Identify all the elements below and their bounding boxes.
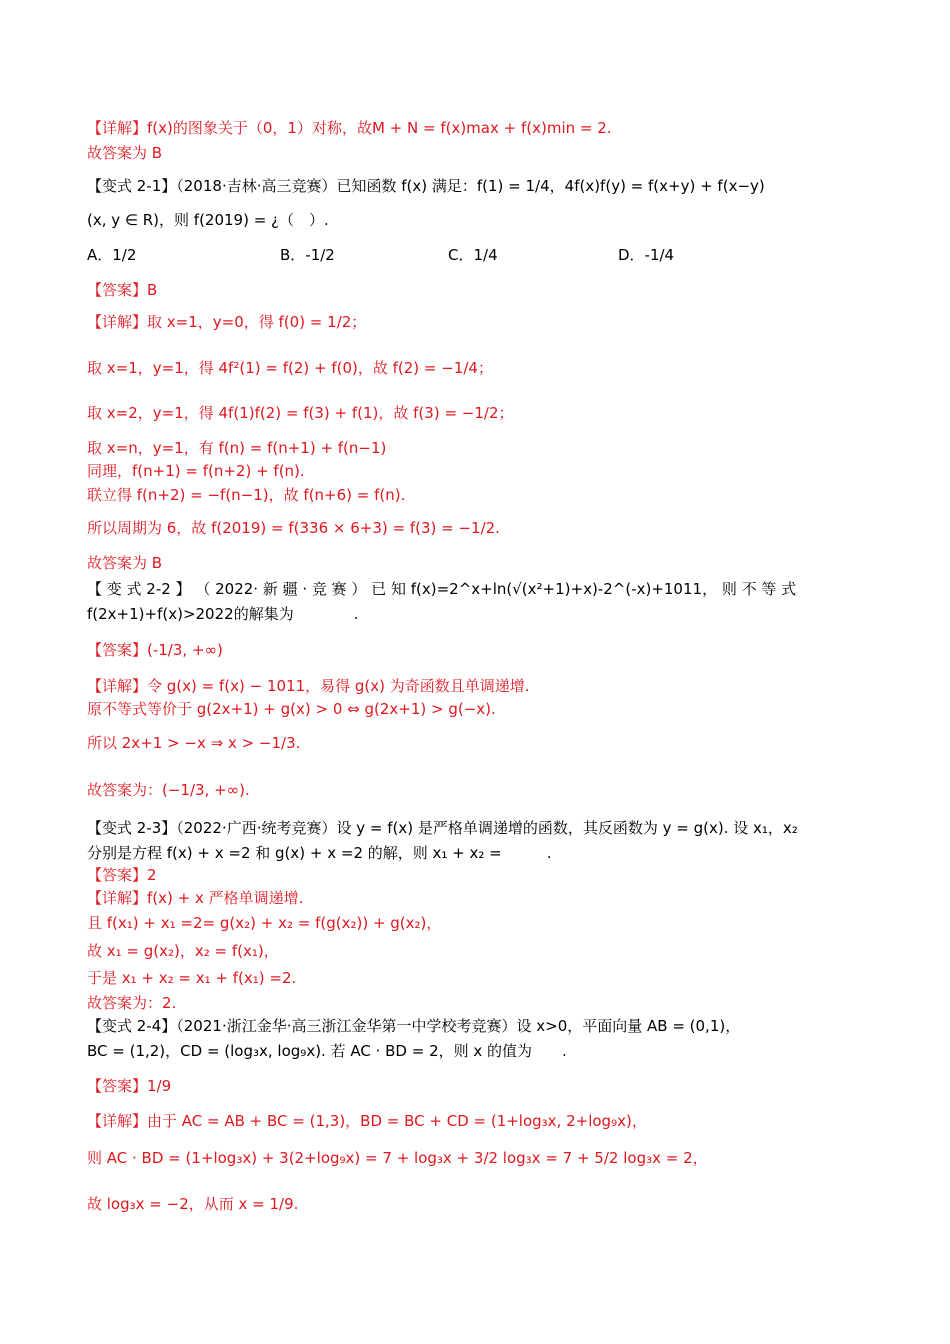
detail-line: 【详解】令 g(x) = f(x) − 1011，易得 g(x) 为奇函数且单调递增.: [87, 677, 530, 695]
answer-label: 【答案】1/9: [87, 1077, 172, 1095]
answer-summary-line: 故答案为：(−1/3, +∞).: [87, 781, 250, 799]
detail-line: 原不等式等价于 g(2x+1) + g(x) > 0 ⇔ g(2x+1) > g(−x).: [87, 700, 496, 718]
detail-line: 则 AC · BD = (1+log₃x) + 3(2+log₉x) = 7 + log₃x + 3/2 log₃x = 7 + 5/2 log₃x = 2，: [87, 1149, 708, 1167]
problem-2-1-line-1: 【变式 2-1】（2018·吉林·高三竞赛）已知函数 f(x) 满足：f(1) = 1/4，4f(x)f(y) = f(x+y) + f(x−y): [87, 177, 765, 195]
detail-line-1: 【详解】f(x)的图象关于（0，1）对称，故M + N = f(x)max + f(x)min = 2.: [87, 119, 612, 137]
answer-summary-line: 故答案为：2.: [87, 994, 177, 1012]
detail-line: 同理，f(n+1) = f(n+2) + f(n).: [87, 462, 305, 480]
option-a: A．1/2: [87, 246, 137, 264]
detail-line: 【详解】取 x=1，y=0，得 f(0) = 1/2；: [87, 313, 367, 331]
problem-2-4-line-1: 【变式 2-4】（2021·浙江金华·高三浙江金华第一中学校考竞赛）设 x>0，平面向量 AB = (0,1)，: [87, 1017, 741, 1035]
detail-line: 于是 x₁ + x₂ = x₁ + f(x₁) =2.: [87, 969, 297, 987]
detail-line: 取 x=1，y=1，得 4f²(1) = f(2) + f(0)，故 f(2) = −1/4；: [87, 359, 493, 377]
option-d: D．-1/4: [618, 246, 675, 264]
problem-2-2-line-1: 【 变 式 2-2 】 （ 2022· 新 疆 · 竞 赛 ） 已 知 f(x)=2^x+ln(√(x²+1)+x)-2^(-x)+1011， 则 不 等 式: [87, 580, 797, 598]
detail-line: 故 log₃x = −2，从而 x = 1/9.: [87, 1195, 299, 1213]
detail-line: 所以 2x+1 > −x ⇒ x > −1/3.: [87, 734, 301, 752]
answer-summary-line: 故答案为 B: [87, 144, 163, 162]
problem-2-2-line-2: f(2x+1)+f(x)>2022的解集为 .: [87, 605, 359, 623]
detail-line: 所以周期为 6，故 f(2019) = f(336 × 6+3) = f(3) = −1/2.: [87, 519, 500, 537]
problem-2-4-line-2: BC = (1,2)，CD = (log₃x, log₉x). 若 AC · BD = 2，则 x 的值为 .: [87, 1042, 567, 1060]
problem-2-3-line-2: 分别是方程 f(x) + x =2 和 g(x) + x =2 的解，则 x₁ + x₂ = .: [87, 844, 552, 862]
detail-line: 故 x₁ = g(x₂)，x₂ = f(x₁)，: [87, 942, 279, 960]
answer-label: 【答案】2: [87, 866, 157, 884]
option-b: B．-1/2: [280, 246, 335, 264]
detail-line: 取 x=2，y=1，得 4f(1)f(2) = f(3) + f(1)，故 f(3) = −1/2；: [87, 404, 514, 422]
detail-line: 【详解】f(x) + x 严格单调递增.: [87, 889, 304, 907]
option-c: C．1/4: [448, 246, 498, 264]
answer-label: 【答案】(-1/3, +∞): [87, 641, 223, 659]
problem-2-1-line-2: (x, y ∈ R)，则 f(2019) = ¿（ ）.: [87, 211, 329, 229]
answer-summary-line: 故答案为 B: [87, 554, 163, 572]
detail-line: 【详解】由于 AC = AB + BC = (1,3)，BD = BC + CD = (1+log₃x, 2+log₉x)，: [87, 1112, 647, 1130]
detail-line: 取 x=n，y=1，有 f(n) = f(n+1) + f(n−1): [87, 439, 387, 457]
detail-line: 且 f(x₁) + x₁ =2= g(x₂) + x₂ = f(g(x₂)) + g(x₂)，: [87, 914, 442, 932]
problem-2-3-line-1: 【变式 2-3】（2022·广西·统考竞赛）设 y = f(x) 是严格单调递增的函数，其反函数为 y = g(x). 设 x₁，x₂: [87, 819, 798, 837]
detail-line: 联立得 f(n+2) = −f(n−1)，故 f(n+6) = f(n).: [87, 486, 406, 504]
answer-label: 【答案】B: [87, 281, 158, 299]
